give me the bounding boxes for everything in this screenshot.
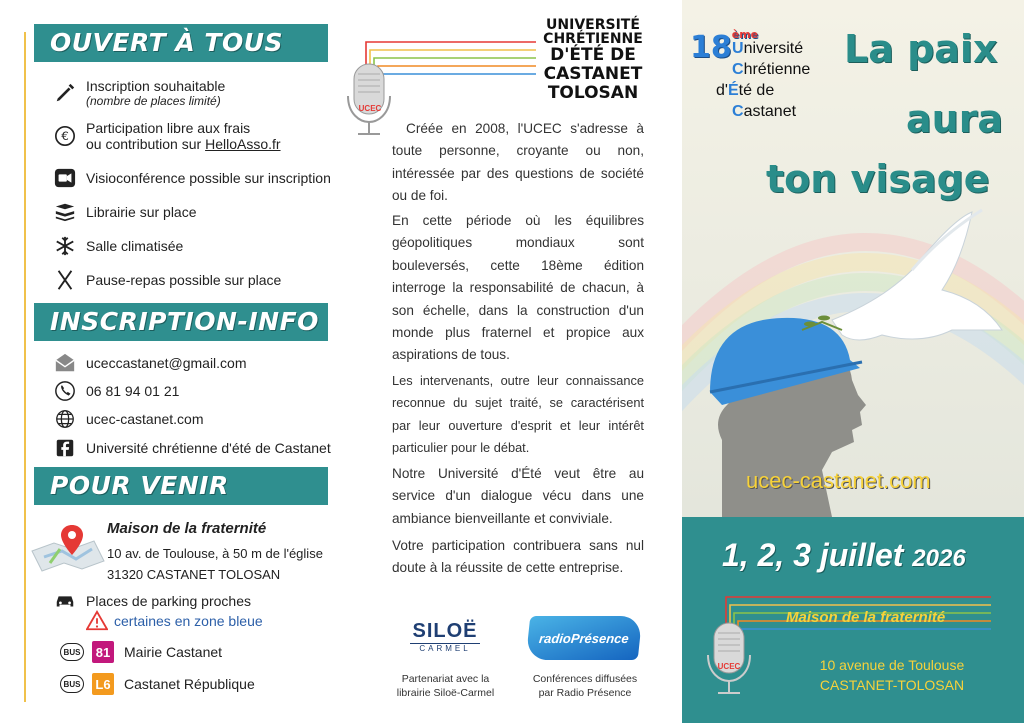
item-inscription	[54, 78, 225, 108]
video-icon	[54, 167, 76, 189]
parking-text: Places de parking proches	[86, 593, 251, 609]
org-line	[716, 101, 810, 122]
email-text[interactable]: uceccastanet@gmail.com	[86, 355, 247, 371]
bus-row-L6	[60, 673, 255, 695]
item-parking	[54, 590, 251, 612]
cutlery-icon	[54, 269, 76, 291]
radio-caption-line: Conférences diffusées	[532, 673, 638, 685]
cover-addr2: CASTANET-TOLOSAN	[819, 677, 965, 693]
org-initial: U	[732, 40, 744, 57]
siloe-caption	[388, 672, 503, 700]
org-initial: É	[727, 82, 739, 99]
org-rest: hrétienne	[743, 61, 811, 78]
ucec-microphone-logo	[700, 585, 1000, 715]
item-phone	[54, 380, 179, 402]
item-librairie	[54, 201, 197, 223]
snowflake-icon	[54, 235, 76, 257]
item-repas	[54, 269, 281, 291]
radio-presence-logo	[526, 616, 643, 660]
cover-venue: Maison de la fraternité	[786, 609, 946, 626]
inscription-text: Inscription souhaitable	[86, 78, 226, 94]
item-facebook	[54, 437, 331, 459]
item-email	[54, 352, 247, 374]
inscription-sub: (nombre de places limité)	[86, 94, 221, 108]
org-pre: d'	[716, 82, 728, 99]
website-text[interactable]: ucec-castanet.com	[86, 411, 204, 427]
speakers-paragraph: Les intervenants, outre leur connaissance reconnue du sujet traité, se caractérisent par leur ouverture d'esprit et leur intérêt particulier pour le débat.	[392, 373, 644, 456]
participation-prefix: ou contribution sur	[86, 136, 206, 152]
org-title-line: CHRÉTIENNE	[543, 31, 643, 47]
intro-paragraph: Créée en 2008, l'UCEC s'adresse à toute personne, croyante ou non, intéressée par des questions de société ou de foi.	[392, 121, 644, 204]
left-panel	[0, 0, 340, 723]
bus-line-L6-badge: L6	[92, 673, 114, 695]
year-text: 2026	[912, 545, 966, 572]
dates-text: 1, 2, 3 juillet	[722, 537, 904, 573]
banner-open: OUVERT À TOUS	[34, 24, 328, 62]
org-line	[716, 38, 810, 59]
siloe-logo-text: SILOË	[412, 620, 478, 642]
bus-icon: BUS	[60, 643, 84, 661]
siloe-logo	[410, 620, 480, 653]
radio-caption-line: par Radio Présence	[538, 687, 632, 699]
banner-info: INSCRIPTION-INFO	[34, 303, 328, 341]
bus-line-81-badge: 81	[92, 641, 114, 663]
participation-text: Participation libre aux frais	[86, 120, 251, 136]
dates-line	[722, 537, 966, 574]
org-title-line: D'ÉTÉ DE	[550, 45, 636, 65]
svg-text:€: €	[61, 129, 69, 144]
org-initial: C	[732, 103, 744, 120]
visio-text: Visioconférence possible sur inscription	[86, 170, 331, 186]
cover-addr1: 10 avenue de Toulouse	[819, 657, 965, 673]
context-paragraph: En cette période où les équilibres géopolitiques mondiaux sont bouleversés, cette 18ème édition interroge la responsabilité de chacun, à son échelle, dans la construction d'un monde plus fraternel et propice aux aspirations de tous.	[392, 213, 644, 363]
title-line-3: ton visage	[766, 157, 990, 201]
website-banner[interactable]: ucec-castanet.com	[746, 468, 931, 493]
mail-icon	[54, 352, 76, 374]
org-line	[716, 80, 810, 101]
siloe-caption-line: librairie Siloë-Carmel	[396, 687, 495, 699]
parking-warning-text: certaines en zone bleue	[114, 613, 263, 629]
venue-addr1: 10 av. de Toulouse, à 50 m de l'église	[107, 546, 323, 561]
siloe-logo-sub: CARMEL	[410, 643, 480, 653]
venue-name: Maison de la fraternité	[107, 520, 267, 537]
item-website	[54, 408, 204, 430]
title-line-2: aura	[906, 97, 1004, 141]
bus-stop-L6: Castanet République	[124, 676, 255, 692]
globe-icon	[54, 408, 76, 430]
cover-panel	[682, 0, 1024, 723]
bus-row-81	[60, 641, 222, 663]
phone-icon	[54, 380, 76, 402]
helloasso-link[interactable]: HelloAsso.fr	[205, 136, 281, 152]
repas-text: Pause-repas possible sur place	[86, 272, 282, 288]
org-initial: C	[732, 61, 744, 78]
car-icon	[54, 590, 76, 612]
bus-icon: BUS	[60, 675, 84, 693]
facebook-icon	[54, 437, 76, 459]
euro-icon	[54, 125, 76, 147]
radio-caption	[520, 672, 650, 700]
siloe-caption-line: Partenariat avec la	[401, 673, 490, 685]
clim-text: Salle climatisée	[86, 238, 184, 254]
org-title-line: CASTANET	[543, 64, 643, 84]
item-clim	[54, 235, 183, 257]
dialogue-paragraph: Notre Université d'Été veut être au service d'un dialogue vécu dans une ambiance bienveillante et conviviale.	[392, 466, 644, 526]
info-block	[682, 517, 1024, 723]
pen-icon	[54, 82, 76, 104]
bus-stop-81: Mairie Castanet	[124, 644, 223, 660]
org-rest: astanet	[743, 103, 797, 120]
venue-addr2: 31320 CASTANET TOLOSAN	[107, 567, 281, 582]
org-title	[540, 18, 646, 103]
org-rest: niversité	[743, 40, 804, 57]
org-title-line: UNIVERSITÉ	[546, 17, 640, 33]
org-line	[716, 59, 810, 80]
item-participation	[54, 120, 281, 152]
edition-sup: ème	[731, 28, 759, 41]
item-visio	[54, 167, 331, 189]
left-divider-line	[24, 32, 26, 702]
mic-label-cover: UCEC	[717, 662, 741, 671]
mic-label: UCEC	[358, 104, 382, 113]
participation-paragraph: Votre participation contribuera sans nul doute à la réussite de cette entreprise.	[392, 538, 644, 576]
org-title-line: TOLOSAN	[547, 83, 639, 103]
warning-icon	[86, 610, 108, 632]
librairie-text: Librairie sur place	[86, 204, 197, 220]
edition-num-text: 18	[690, 30, 732, 65]
middle-panel	[340, 0, 682, 723]
item-parking-warning	[86, 610, 263, 632]
org-lines	[716, 38, 810, 122]
books-icon	[54, 201, 76, 223]
phone-text[interactable]: 06 81 94 01 21	[86, 383, 180, 399]
title-line-1: La paix	[844, 27, 998, 71]
map-pin-icon	[28, 523, 108, 573]
facebook-text[interactable]: Université chrétienne d'été de Castanet	[86, 440, 331, 456]
radio-presence-logo-text: radioPrésence	[538, 630, 630, 646]
banner-come: POUR VENIR	[34, 467, 328, 505]
org-rest: té de	[738, 82, 775, 99]
